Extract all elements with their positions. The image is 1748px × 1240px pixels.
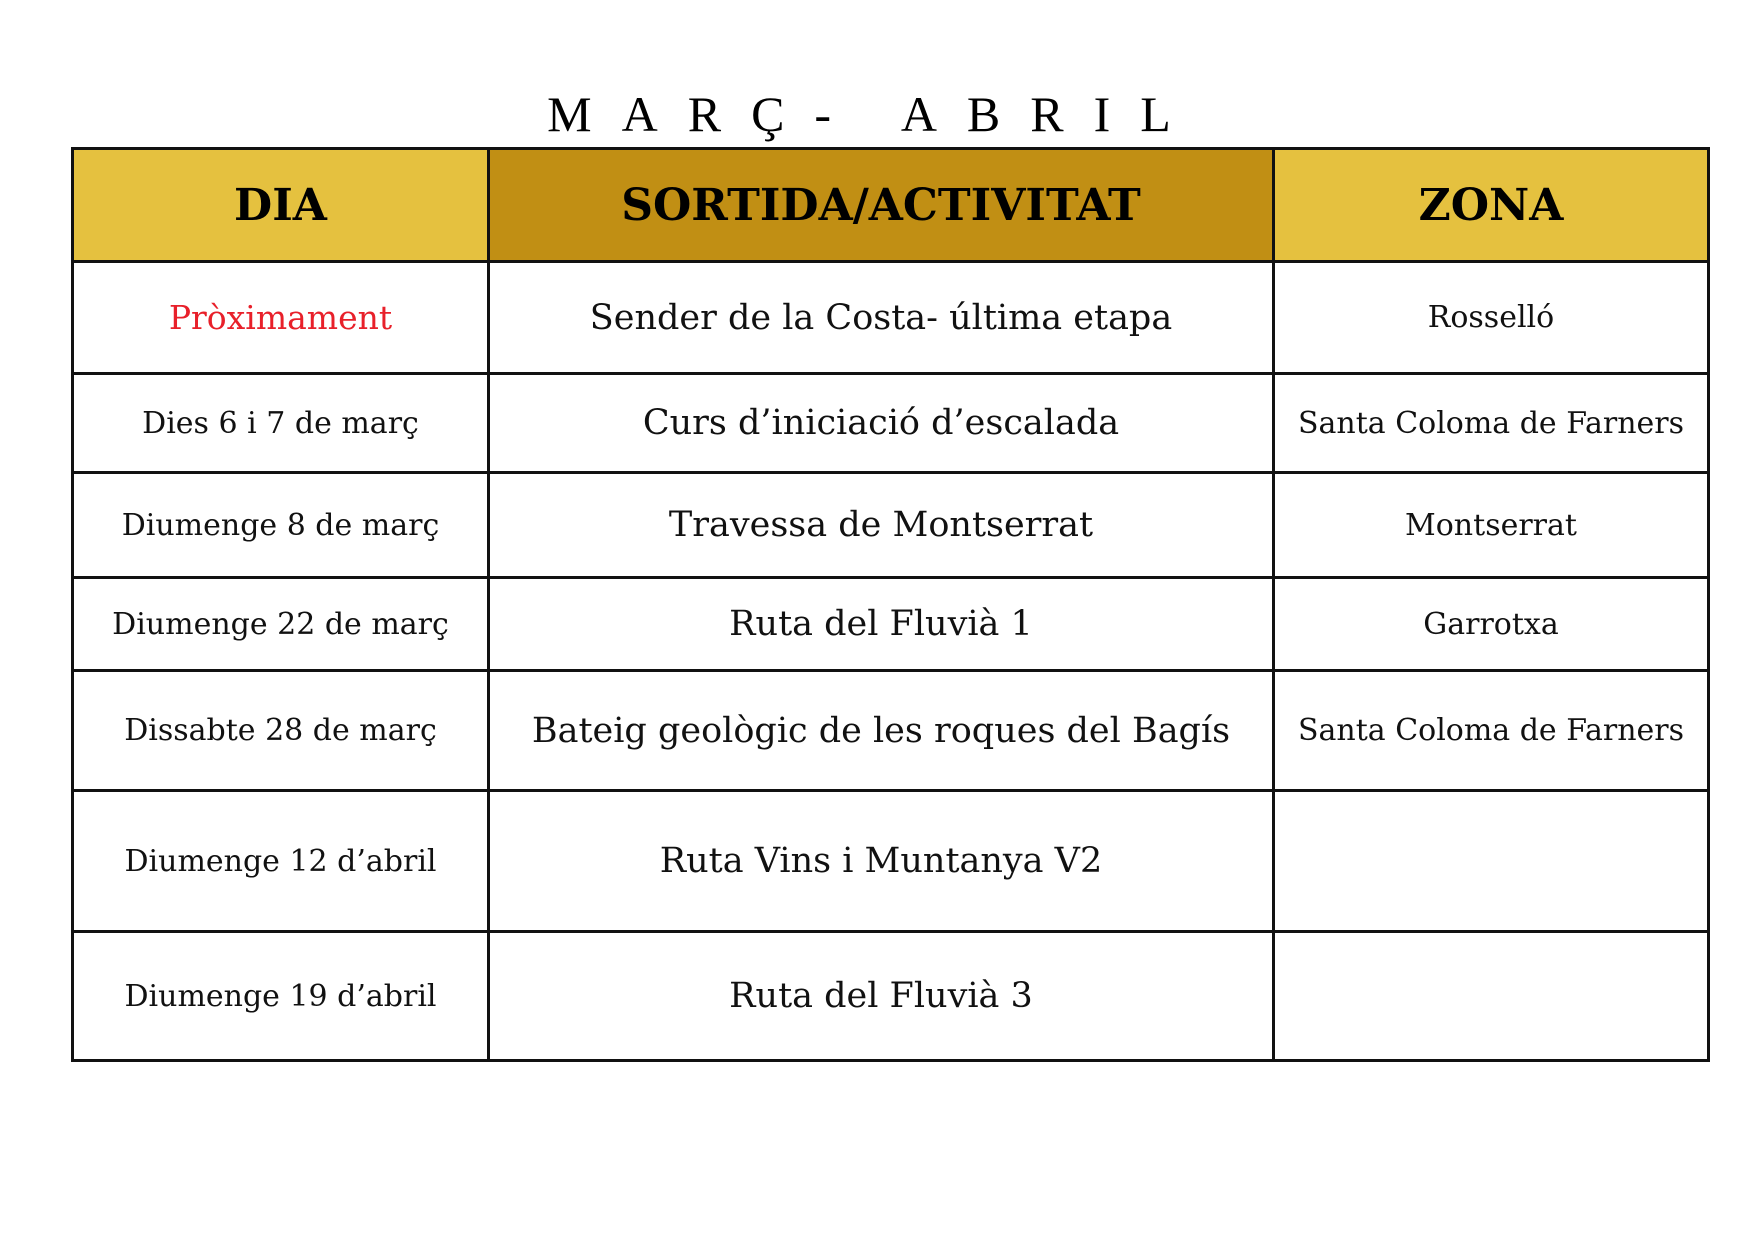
zona-cell	[1274, 791, 1709, 932]
activitat-cell: Ruta del Fluvià 1	[489, 578, 1274, 671]
dia-cell: Diumenge 19 d’abril	[73, 932, 489, 1061]
table-row	[73, 671, 1709, 791]
activitat-cell: Sender de la Costa- última etapa	[489, 262, 1274, 374]
table-row	[73, 791, 1709, 932]
table-row	[73, 374, 1709, 473]
zona-cell	[1274, 932, 1709, 1061]
table-row	[73, 578, 1709, 671]
dia-cell: Diumenge 12 d’abril	[73, 791, 489, 932]
zona-cell: Rosselló	[1274, 262, 1709, 374]
zona-cell: Garrotxa	[1274, 578, 1709, 671]
table-row	[73, 932, 1709, 1061]
table-row	[73, 473, 1709, 578]
column-header-dia: DIA	[73, 149, 489, 262]
schedule-table	[71, 147, 1710, 1062]
dia-cell: Dies 6 i 7 de març	[73, 374, 489, 473]
page-title: MARÇ- ABRIL	[547, 85, 1201, 142]
activitat-cell: Travessa de Montserrat	[489, 473, 1274, 578]
activitat-cell: Bateig geològic de les roques del Bagís	[489, 671, 1274, 791]
activitat-cell: Ruta Vins i Muntanya V2	[489, 791, 1274, 932]
table-row	[73, 262, 1709, 374]
column-header-zona: ZONA	[1274, 149, 1709, 262]
zona-cell: Montserrat	[1274, 473, 1709, 578]
activitat-cell: Ruta del Fluvià 3	[489, 932, 1274, 1061]
zona-cell: Santa Coloma de Farners	[1274, 374, 1709, 473]
dia-cell: Dissabte 28 de març	[73, 671, 489, 791]
zona-cell: Santa Coloma de Farners	[1274, 671, 1709, 791]
dia-cell: Diumenge 22 de març	[73, 578, 489, 671]
table-header-row	[73, 149, 1709, 262]
dia-cell: Diumenge 8 de març	[73, 473, 489, 578]
dia-cell: Pròximament	[73, 262, 489, 374]
activitat-cell: Curs d’iniciació d’escalada	[489, 374, 1274, 473]
schedule-table-container	[71, 147, 1707, 1062]
column-header-activitat: SORTIDA/ACTIVITAT	[489, 149, 1274, 262]
